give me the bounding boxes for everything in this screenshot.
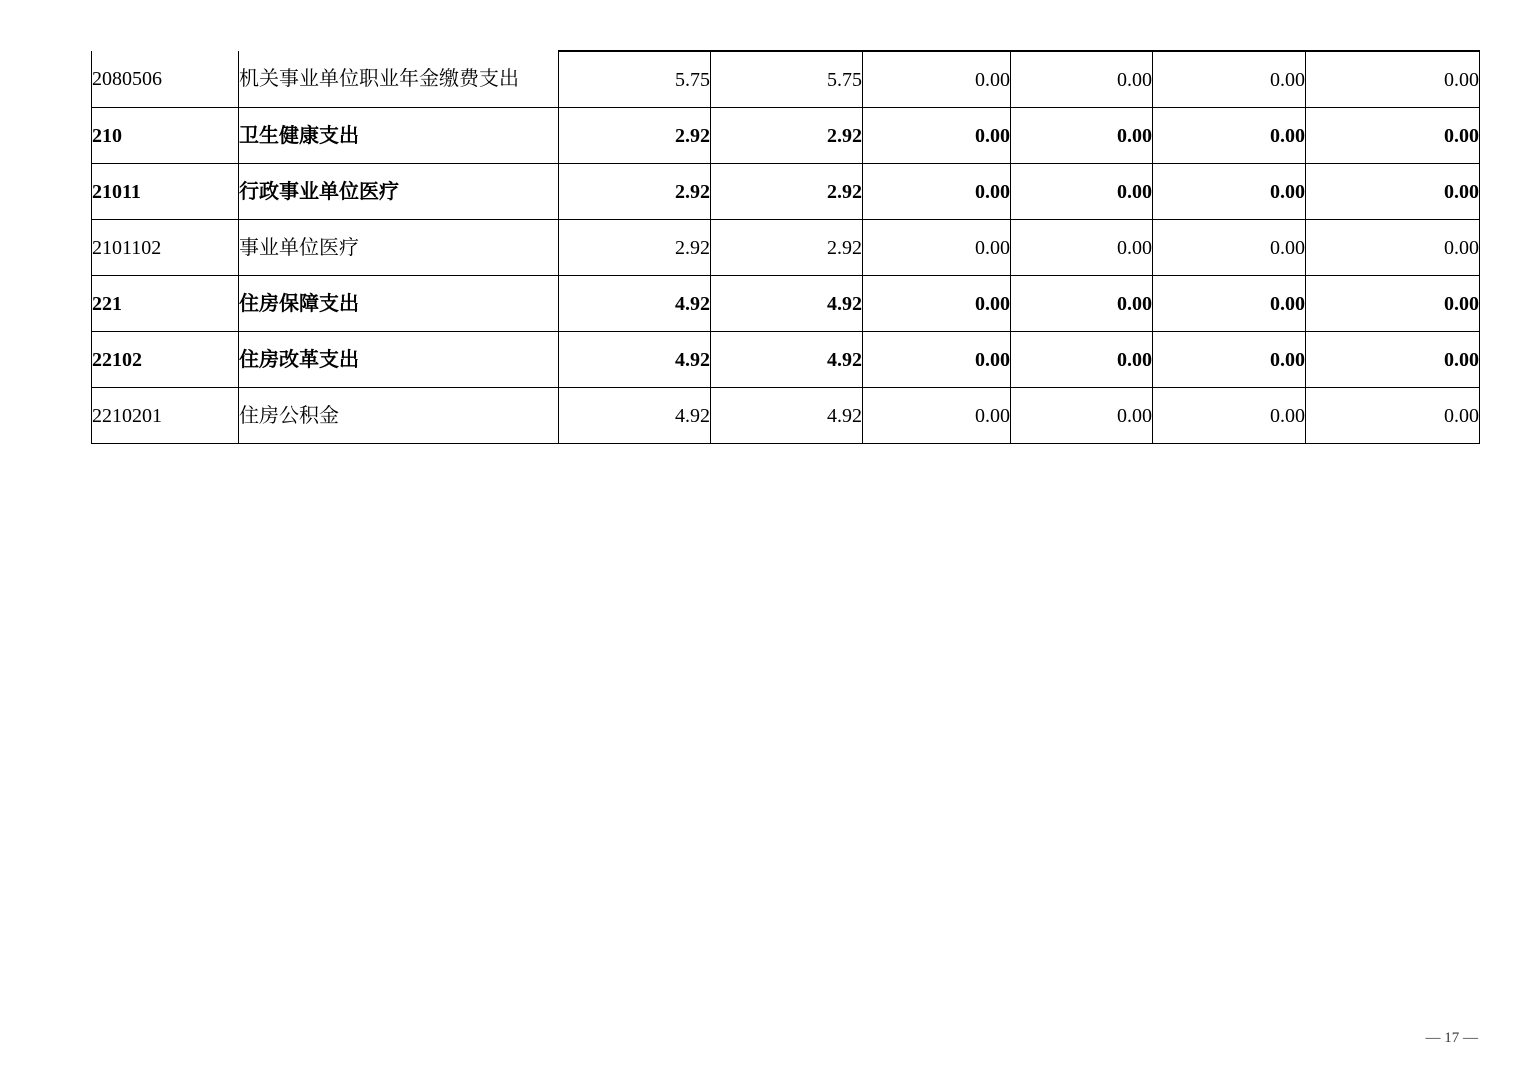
name-cell: 住房保障支出 [239,276,559,332]
name-cell: 行政事业单位医疗 [239,164,559,220]
table-row [92,164,1480,220]
value-cell: 0.00 [1011,220,1153,276]
value-cell: 0.00 [1153,332,1306,388]
value-cell: 0.00 [1153,51,1306,108]
value-cell: 0.00 [1153,276,1306,332]
code-cell: 22102 [92,332,239,388]
code-cell: 210 [92,108,239,164]
value-cell: 0.00 [1306,220,1480,276]
code-cell: 2210201 [92,388,239,444]
name-cell: 卫生健康支出 [239,108,559,164]
name-cell: 机关事业单位职业年金缴费支出 [239,51,559,108]
value-cell: 0.00 [1306,388,1480,444]
value-cell: 0.00 [863,276,1011,332]
value-cell: 0.00 [1153,108,1306,164]
code-cell: 2101102 [92,220,239,276]
value-cell: 0.00 [1011,51,1153,108]
value-cell: 0.00 [863,108,1011,164]
value-cell: 0.00 [1153,220,1306,276]
value-cell: 0.00 [863,332,1011,388]
value-cell: 4.92 [711,332,863,388]
value-cell: 0.00 [1011,332,1153,388]
code-cell: 221 [92,276,239,332]
value-cell: 0.00 [1306,332,1480,388]
value-cell: 4.92 [711,276,863,332]
value-cell: 0.00 [863,164,1011,220]
name-cell: 住房公积金 [239,388,559,444]
value-cell: 0.00 [1306,164,1480,220]
value-cell: 0.00 [863,220,1011,276]
value-cell: 2.92 [711,164,863,220]
value-cell: 4.92 [559,276,711,332]
value-cell: 5.75 [711,51,863,108]
table-row [92,51,1480,108]
table-row [92,332,1480,388]
value-cell: 4.92 [559,332,711,388]
budget-table [91,50,1480,444]
value-cell: 2.92 [559,108,711,164]
value-cell: 0.00 [863,51,1011,108]
table-row [92,388,1480,444]
value-cell: 0.00 [1011,276,1153,332]
value-cell: 0.00 [1011,388,1153,444]
value-cell: 0.00 [1011,108,1153,164]
value-cell: 0.00 [1011,164,1153,220]
value-cell: 4.92 [559,388,711,444]
value-cell: 4.92 [711,388,863,444]
table-row [92,276,1480,332]
value-cell: 2.92 [711,220,863,276]
value-cell: 0.00 [1306,108,1480,164]
page-number: — 17 — [1425,1030,1478,1046]
code-cell: 21011 [92,164,239,220]
value-cell: 0.00 [1153,388,1306,444]
name-cell: 住房改革支出 [239,332,559,388]
code-cell: 2080506 [92,51,239,108]
value-cell: 0.00 [1153,164,1306,220]
table-row [92,220,1480,276]
value-cell: 2.92 [711,108,863,164]
value-cell: 5.75 [559,51,711,108]
value-cell: 0.00 [863,388,1011,444]
value-cell: 0.00 [1306,276,1480,332]
value-cell: 0.00 [1306,51,1480,108]
name-cell: 事业单位医疗 [239,220,559,276]
table-row [92,108,1480,164]
value-cell: 2.92 [559,220,711,276]
value-cell: 2.92 [559,164,711,220]
